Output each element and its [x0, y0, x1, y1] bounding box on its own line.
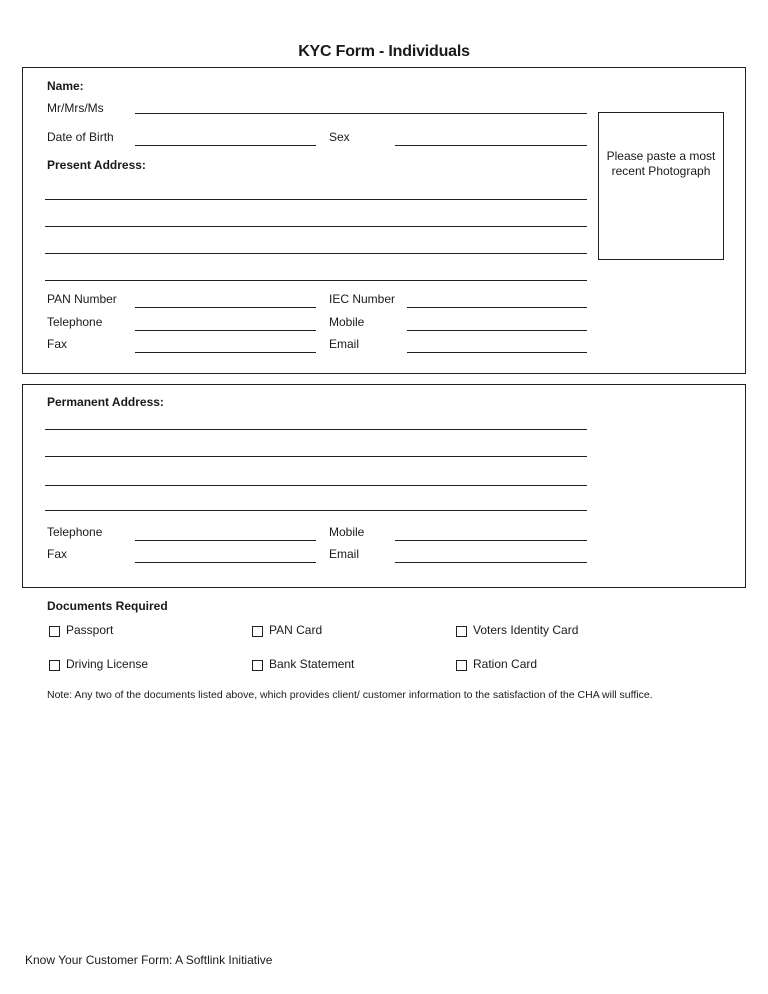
iec-field[interactable]	[407, 307, 587, 308]
name-field[interactable]	[135, 113, 587, 114]
telephone-field[interactable]	[135, 330, 316, 331]
permanent-address-line-1[interactable]	[45, 429, 587, 430]
present-address-heading: Present Address:	[47, 158, 146, 172]
present-address-line-3[interactable]	[45, 253, 587, 254]
email-label: Email	[329, 337, 360, 351]
documents-heading: Documents Required	[47, 599, 168, 613]
passport-checkbox[interactable]	[49, 626, 60, 637]
ration-card-checkbox[interactable]	[456, 660, 467, 671]
perm-mobile-label: Mobile	[329, 525, 365, 539]
sex-label: Sex	[329, 130, 350, 144]
passport-label: Passport	[66, 623, 114, 637]
sex-field[interactable]	[395, 145, 587, 146]
perm-fax-label: Fax	[47, 547, 68, 561]
perm-telephone-label: Telephone	[47, 525, 103, 539]
permanent-address-line-4[interactable]	[45, 510, 587, 511]
bank-statement-checkbox[interactable]	[252, 660, 263, 671]
fax-field[interactable]	[135, 352, 316, 353]
permanent-address-line-3[interactable]	[45, 485, 587, 486]
mobile-field[interactable]	[407, 330, 587, 331]
permanent-address-section	[22, 384, 746, 588]
bank-statement-label: Bank Statement	[269, 657, 355, 671]
pan-field[interactable]	[135, 307, 316, 308]
footer-text: Know Your Customer Form: A Softlink Initiative	[25, 953, 273, 967]
name-heading: Name:	[47, 79, 84, 93]
voters-id-checkbox[interactable]	[456, 626, 467, 637]
photo-placeholder	[598, 112, 724, 260]
dob-label: Date of Birth	[47, 130, 114, 144]
permanent-address-heading: Permanent Address:	[47, 395, 164, 409]
voters-id-label: Voters Identity Card	[473, 623, 579, 637]
driving-license-checkbox[interactable]	[49, 660, 60, 671]
photo-instruction: Please paste a most recent Photograph	[606, 149, 716, 178]
email-field[interactable]	[407, 352, 587, 353]
pan-label: PAN Number	[47, 292, 117, 306]
documents-note: Note: Any two of the documents listed above, which provides client/ customer information to the satisfaction of the CHA will suffice.	[47, 689, 653, 701]
present-address-line-4[interactable]	[45, 280, 587, 281]
permanent-address-line-2[interactable]	[45, 456, 587, 457]
perm-telephone-field[interactable]	[135, 540, 316, 541]
present-address-line-1[interactable]	[45, 199, 587, 200]
ration-card-label: Ration Card	[473, 657, 538, 671]
iec-label: IEC Number	[329, 292, 396, 306]
perm-mobile-field[interactable]	[395, 540, 587, 541]
perm-email-field[interactable]	[395, 562, 587, 563]
pan-card-checkbox[interactable]	[252, 626, 263, 637]
salutation-label: Mr/Mrs/Ms	[47, 101, 104, 115]
fax-label: Fax	[47, 337, 68, 351]
perm-email-label: Email	[329, 547, 360, 561]
dob-field[interactable]	[135, 145, 316, 146]
perm-fax-field[interactable]	[135, 562, 316, 563]
mobile-label: Mobile	[329, 315, 365, 329]
form-title: KYC Form - Individuals	[298, 43, 470, 60]
present-address-line-2[interactable]	[45, 226, 587, 227]
telephone-label: Telephone	[47, 315, 103, 329]
pan-card-label: PAN Card	[269, 623, 323, 637]
driving-license-label: Driving License	[66, 657, 149, 671]
